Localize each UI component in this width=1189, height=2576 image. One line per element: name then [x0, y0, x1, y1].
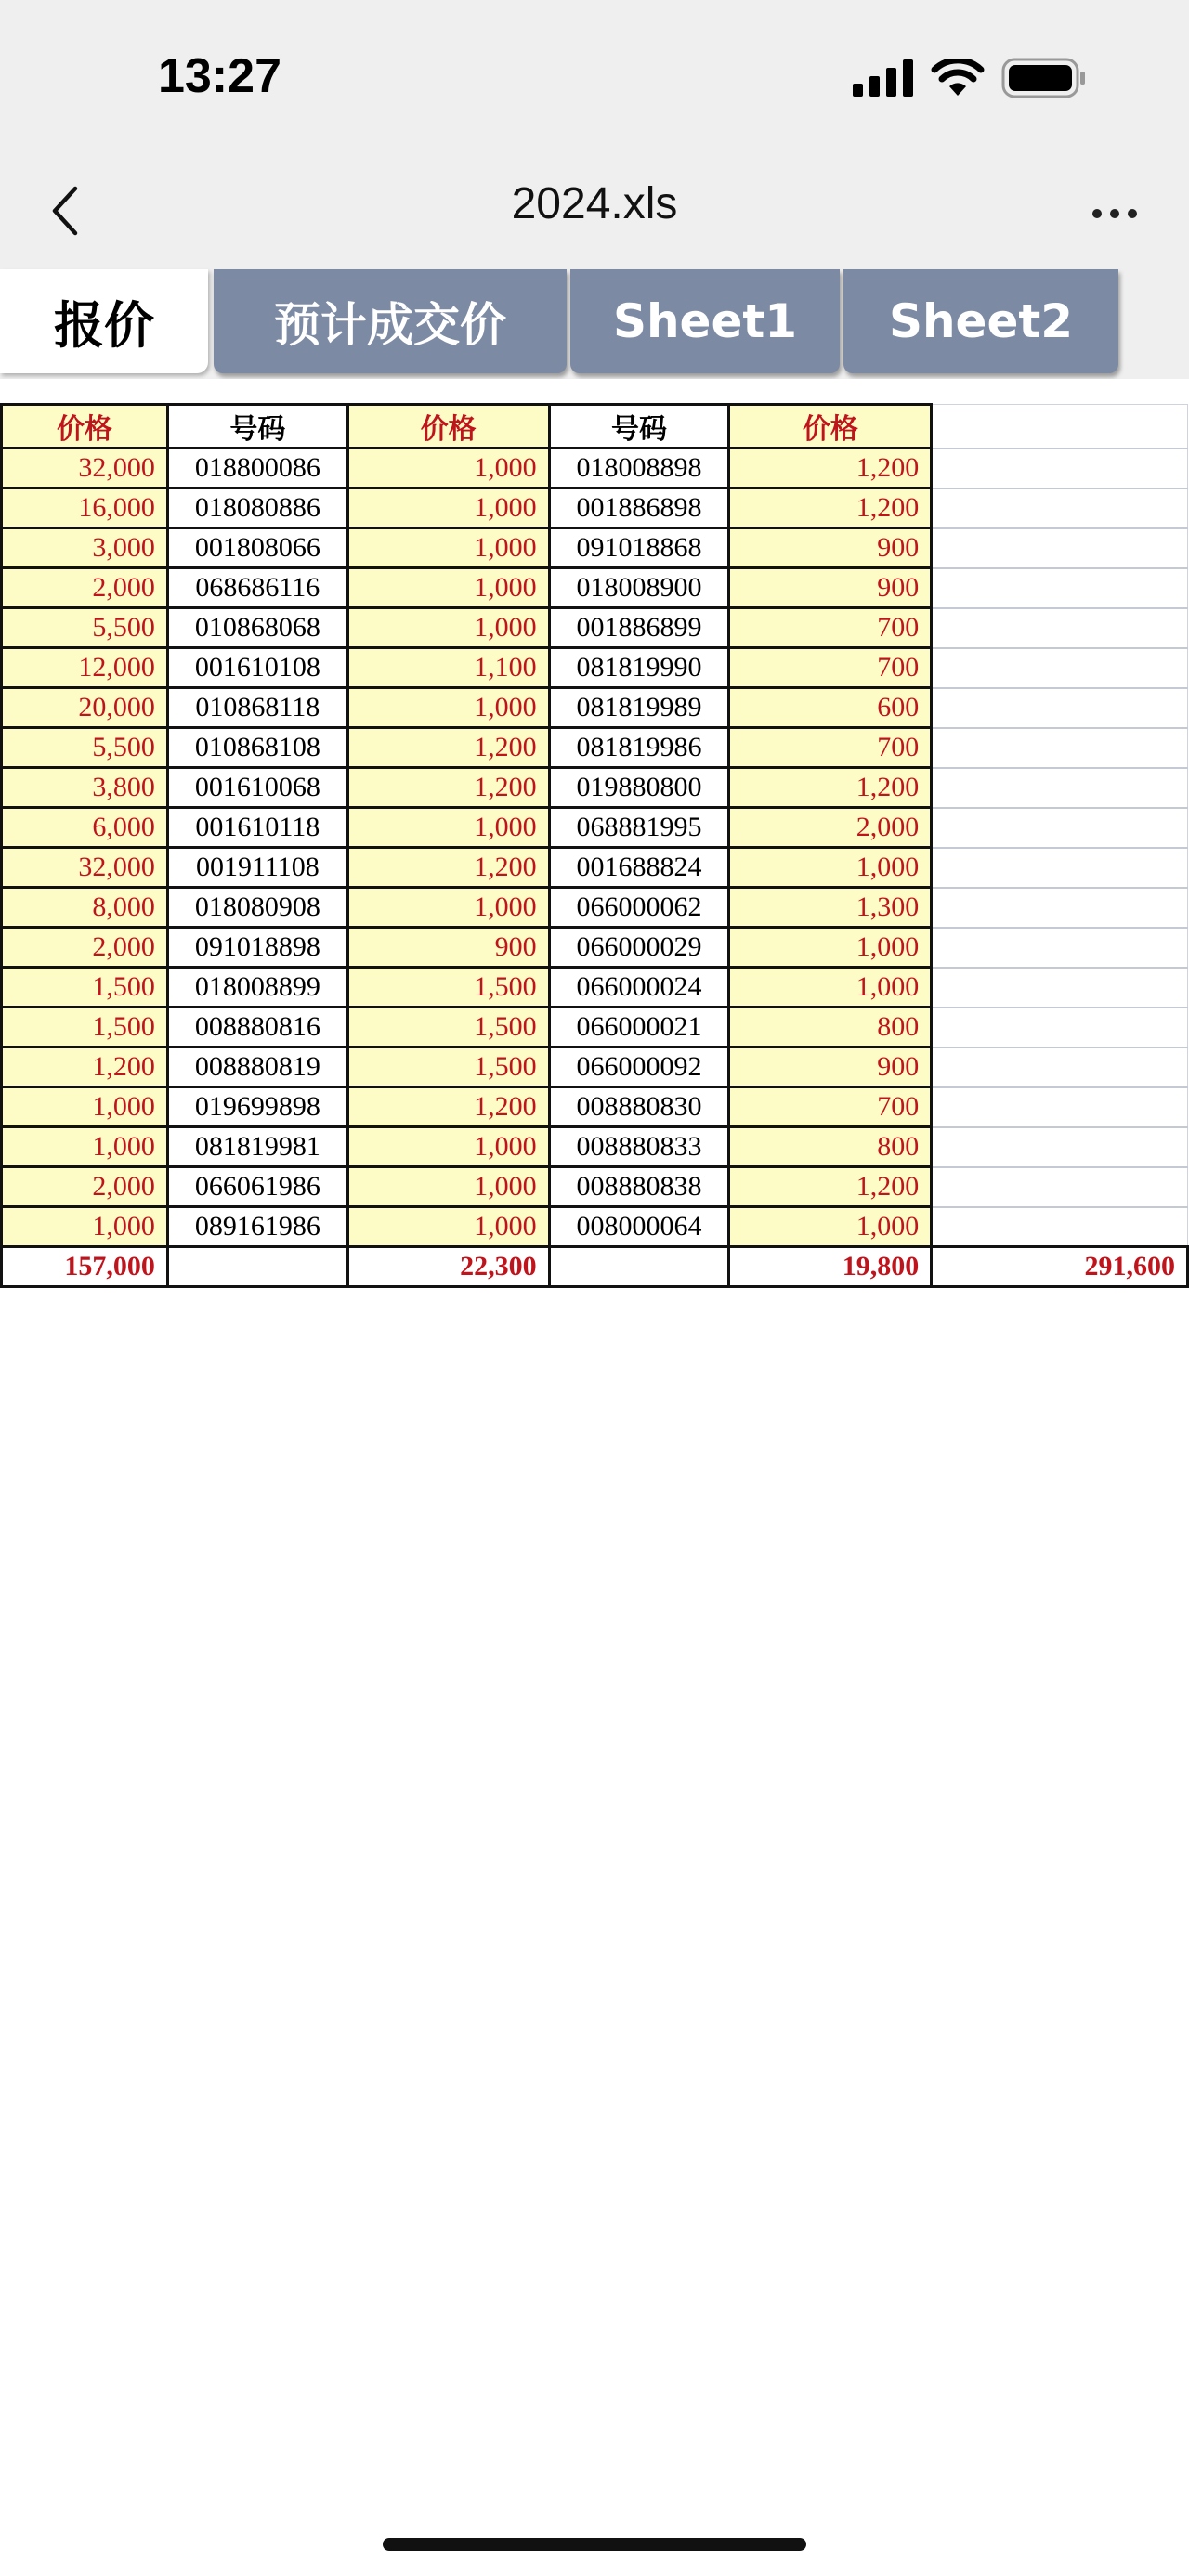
price-cell[interactable]: 1,000 [347, 688, 549, 728]
number-cell[interactable]: 001688824 [549, 848, 729, 888]
price-cell[interactable]: 20,000 [2, 688, 168, 728]
price-cell[interactable]: 12,000 [2, 648, 168, 688]
price-cell[interactable]: 1,000 [729, 1207, 932, 1247]
table-row [2, 768, 1188, 808]
table-row [2, 1047, 1188, 1087]
number-cell[interactable]: 018008900 [549, 568, 729, 608]
total-blank-cell[interactable] [167, 1247, 347, 1287]
price-cell[interactable]: 16,000 [2, 488, 168, 528]
signal-icon [853, 59, 914, 97]
grand-total-cell[interactable]: 291,600 [932, 1247, 1188, 1287]
price-cell[interactable]: 1,200 [347, 1087, 549, 1127]
status-icons [853, 58, 1087, 98]
number-cell[interactable]: 010868068 [167, 608, 347, 648]
price-cell[interactable]: 700 [729, 728, 932, 768]
number-cell[interactable]: 066000029 [549, 928, 729, 968]
wifi-icon [931, 59, 985, 98]
table-row [2, 968, 1188, 1008]
price-cell[interactable]: 600 [729, 688, 932, 728]
price-cell[interactable]: 1,000 [347, 528, 549, 568]
price-cell[interactable]: 1,200 [729, 488, 932, 528]
number-cell[interactable]: 081819990 [549, 648, 729, 688]
price-cell[interactable]: 900 [729, 568, 932, 608]
tab-baojia[interactable]: 报价 [0, 269, 208, 373]
spreadsheet-grid [0, 403, 1189, 1288]
number-cell[interactable]: 066000092 [549, 1047, 729, 1087]
price-cell[interactable]: 6,000 [2, 808, 168, 848]
spreadsheet-area[interactable] [0, 379, 1189, 2576]
empty-cell[interactable] [932, 688, 1188, 728]
number-cell[interactable]: 008000064 [549, 1207, 729, 1247]
number-cell[interactable]: 010868108 [167, 728, 347, 768]
table-row [2, 1207, 1188, 1247]
price-cell[interactable]: 700 [729, 1087, 932, 1127]
header-number[interactable]: 号码 [549, 405, 729, 449]
number-cell[interactable]: 018800086 [167, 449, 347, 488]
header-price[interactable]: 价格 [729, 405, 932, 449]
empty-cell[interactable] [932, 449, 1188, 488]
number-cell[interactable]: 001808066 [167, 528, 347, 568]
number-cell[interactable]: 001886898 [549, 488, 729, 528]
empty-cell[interactable] [932, 488, 1188, 528]
number-cell[interactable]: 089161986 [167, 1207, 347, 1247]
price-cell[interactable]: 1,000 [729, 848, 932, 888]
empty-cell[interactable] [932, 648, 1188, 688]
price-cell[interactable]: 1,200 [347, 768, 549, 808]
empty-cell[interactable] [932, 808, 1188, 848]
price-cell[interactable]: 1,200 [347, 728, 549, 768]
number-cell[interactable]: 018008898 [549, 449, 729, 488]
table-row [2, 1167, 1188, 1207]
price-cell[interactable]: 3,800 [2, 768, 168, 808]
number-cell[interactable]: 008880833 [549, 1127, 729, 1167]
header-price[interactable]: 价格 [2, 405, 168, 449]
number-cell[interactable]: 008880816 [167, 1008, 347, 1047]
table-row [2, 648, 1188, 688]
table-row [2, 728, 1188, 768]
price-cell[interactable]: 32,000 [2, 449, 168, 488]
price-cell[interactable]: 1,000 [347, 449, 549, 488]
empty-cell[interactable] [932, 968, 1188, 1008]
price-cell[interactable]: 1,100 [347, 648, 549, 688]
price-cell[interactable]: 1,000 [2, 1207, 168, 1247]
number-cell[interactable]: 018080908 [167, 888, 347, 928]
price-cell[interactable]: 900 [729, 528, 932, 568]
price-cell[interactable]: 1,000 [347, 608, 549, 648]
price-cell[interactable]: 1,000 [347, 888, 549, 928]
price-cell[interactable]: 1,200 [729, 449, 932, 488]
tab-sheet1[interactable]: Sheet1 [570, 269, 840, 373]
price-cell[interactable]: 900 [347, 928, 549, 968]
table-row [2, 608, 1188, 648]
number-cell[interactable]: 068686116 [167, 568, 347, 608]
price-cell[interactable]: 5,500 [2, 728, 168, 768]
number-cell[interactable]: 091018898 [167, 928, 347, 968]
price-cell[interactable]: 2,000 [2, 928, 168, 968]
empty-cell[interactable] [932, 1127, 1188, 1167]
number-cell[interactable]: 091018868 [549, 528, 729, 568]
empty-cell[interactable] [932, 768, 1188, 808]
price-cell[interactable]: 1,000 [347, 1167, 549, 1207]
number-cell[interactable]: 008880819 [167, 1047, 347, 1087]
tab-yujichengjiaojia[interactable]: 预计成交价 [214, 269, 567, 373]
price-cell[interactable]: 1,200 [2, 1047, 168, 1087]
table-row [2, 568, 1188, 608]
empty-cell[interactable] [932, 1047, 1188, 1087]
sheet-tabs [0, 269, 1189, 379]
empty-cell[interactable] [932, 568, 1188, 608]
empty-cell[interactable] [932, 1167, 1188, 1207]
number-cell[interactable]: 001610118 [167, 808, 347, 848]
number-cell[interactable]: 066000021 [549, 1008, 729, 1047]
price-cell[interactable]: 32,000 [2, 848, 168, 888]
table-row [2, 528, 1188, 568]
price-cell[interactable]: 1,000 [729, 968, 932, 1008]
number-cell[interactable]: 018008899 [167, 968, 347, 1008]
number-cell[interactable]: 081819981 [167, 1127, 347, 1167]
table-row [2, 1127, 1188, 1167]
price-cell[interactable]: 1,000 [347, 1127, 549, 1167]
table-row [2, 888, 1188, 928]
empty-cell[interactable] [932, 888, 1188, 928]
total-blank-cell[interactable] [549, 1247, 729, 1287]
number-cell[interactable]: 001610108 [167, 648, 347, 688]
number-cell[interactable]: 081819989 [549, 688, 729, 728]
number-cell[interactable]: 068881995 [549, 808, 729, 848]
price-cell[interactable]: 2,000 [2, 1167, 168, 1207]
tab-sheet2[interactable]: Sheet2 [843, 269, 1118, 373]
status-bar [0, 0, 1189, 158]
table-row [2, 688, 1188, 728]
more-dots-icon [1092, 209, 1102, 218]
price-cell[interactable]: 1,500 [347, 1047, 549, 1087]
table-row [2, 928, 1188, 968]
empty-cell[interactable] [932, 1008, 1188, 1047]
empty-cell[interactable] [932, 1087, 1188, 1127]
number-cell[interactable]: 018080886 [167, 488, 347, 528]
price-cell[interactable]: 1,200 [729, 1167, 932, 1207]
number-cell[interactable]: 008880838 [549, 1167, 729, 1207]
more-options-button[interactable] [1078, 186, 1152, 241]
header-price[interactable]: 价格 [347, 405, 549, 449]
number-cell[interactable]: 001886899 [549, 608, 729, 648]
empty-cell[interactable] [932, 1207, 1188, 1247]
price-cell[interactable]: 1,000 [2, 1087, 168, 1127]
price-cell[interactable]: 800 [729, 1127, 932, 1167]
document-title: 2024.xls [511, 179, 678, 228]
price-cell[interactable]: 1,000 [347, 568, 549, 608]
table-row [2, 848, 1188, 888]
more-dots-icon [1110, 209, 1119, 218]
total-price-cell[interactable]: 157,000 [2, 1247, 168, 1287]
header-cell-empty[interactable] [932, 405, 1188, 449]
empty-cell[interactable] [932, 848, 1188, 888]
battery-icon [1001, 58, 1087, 98]
price-cell[interactable]: 8,000 [2, 888, 168, 928]
status-time: 13:27 [158, 49, 281, 103]
totals-row [2, 1247, 1188, 1287]
home-indicator[interactable] [383, 2538, 806, 2551]
table-row [2, 1087, 1188, 1127]
price-cell[interactable]: 800 [729, 1008, 932, 1047]
price-cell[interactable]: 3,000 [2, 528, 168, 568]
price-cell[interactable]: 1,200 [729, 768, 932, 808]
header-number[interactable]: 号码 [167, 405, 347, 449]
price-cell[interactable]: 1,500 [2, 968, 168, 1008]
empty-cell[interactable] [932, 608, 1188, 648]
price-cell[interactable]: 1,300 [729, 888, 932, 928]
price-cell[interactable]: 1,500 [347, 968, 549, 1008]
number-cell[interactable]: 066061986 [167, 1167, 347, 1207]
price-cell[interactable]: 1,000 [347, 1207, 549, 1247]
price-cell[interactable]: 900 [729, 1047, 932, 1087]
price-cell[interactable]: 700 [729, 608, 932, 648]
table-row [2, 488, 1188, 528]
number-cell[interactable]: 066000062 [549, 888, 729, 928]
price-cell[interactable]: 2,000 [729, 808, 932, 848]
price-cell[interactable]: 1,000 [347, 808, 549, 848]
number-cell[interactable]: 010868118 [167, 688, 347, 728]
number-cell[interactable]: 001610068 [167, 768, 347, 808]
more-dots-icon [1128, 209, 1137, 218]
header-row [2, 405, 1188, 449]
table-row [2, 808, 1188, 848]
price-cell[interactable]: 5,500 [2, 608, 168, 648]
nav-bar [0, 158, 1189, 269]
number-cell[interactable]: 019699898 [167, 1087, 347, 1127]
price-cell[interactable]: 1,000 [347, 488, 549, 528]
price-cell[interactable]: 1,200 [347, 848, 549, 888]
number-cell[interactable]: 081819986 [549, 728, 729, 768]
empty-cell[interactable] [932, 728, 1188, 768]
total-price-cell[interactable]: 22,300 [347, 1247, 549, 1287]
number-cell[interactable]: 001911108 [167, 848, 347, 888]
price-cell[interactable]: 1,000 [2, 1127, 168, 1167]
number-cell[interactable]: 008880830 [549, 1087, 729, 1127]
number-cell[interactable]: 066000024 [549, 968, 729, 1008]
price-cell[interactable]: 1,500 [347, 1008, 549, 1047]
empty-cell[interactable] [932, 928, 1188, 968]
price-cell[interactable]: 700 [729, 648, 932, 688]
price-cell[interactable]: 2,000 [2, 568, 168, 608]
price-cell[interactable]: 1,500 [2, 1008, 168, 1047]
table-row [2, 1008, 1188, 1047]
total-price-cell[interactable]: 19,800 [729, 1247, 932, 1287]
empty-cell[interactable] [932, 528, 1188, 568]
number-cell[interactable]: 019880800 [549, 768, 729, 808]
table-row [2, 449, 1188, 488]
price-cell[interactable]: 1,000 [729, 928, 932, 968]
